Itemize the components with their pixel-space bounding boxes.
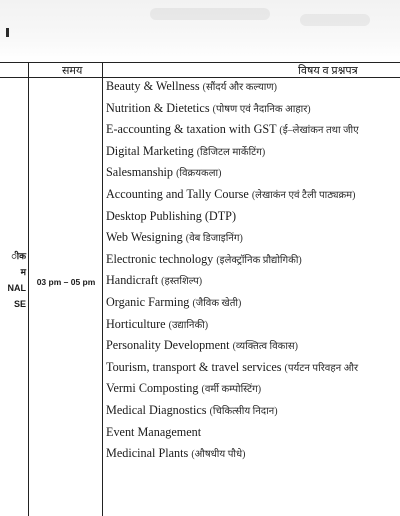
subject-name: Salesmanship bbox=[106, 165, 174, 180]
category-label-line: ीक bbox=[11, 251, 26, 261]
subject-item bbox=[106, 119, 400, 141]
category-label-line: SE bbox=[13, 299, 26, 309]
subject-name: Accounting and Tally Course bbox=[106, 186, 249, 201]
subject-name-hindi: (वर्मी कम्पोस्टिंग) bbox=[201, 384, 262, 396]
subject-item bbox=[106, 206, 400, 228]
subject-name: Digital Marketing bbox=[106, 143, 194, 158]
subject-name: Electronic technology bbox=[106, 251, 214, 266]
subject-item bbox=[106, 249, 400, 271]
subject-item bbox=[106, 270, 400, 292]
subject-name: Personality Development bbox=[106, 338, 230, 353]
scan-smudge bbox=[300, 14, 370, 26]
subject-name-hindi: (उद्यानिकी) bbox=[168, 319, 209, 331]
subject-name-hindi: (औषधीय पौधे) bbox=[191, 449, 246, 461]
time-slot: 03 pm – 05 pm bbox=[36, 277, 96, 287]
subject-column-header: विषय व प्रश्नपत्र bbox=[298, 65, 358, 77]
subject-name: Handicraft bbox=[106, 273, 159, 288]
subject-item bbox=[106, 357, 400, 379]
subject-name: Nutrition & Dietetics bbox=[106, 100, 210, 115]
subject-item bbox=[106, 378, 400, 400]
course-category-label bbox=[0, 248, 26, 312]
subject-name: Beauty & Wellness bbox=[106, 79, 200, 93]
subject-item bbox=[106, 162, 400, 184]
column-divider-left bbox=[28, 62, 29, 516]
subject-item bbox=[106, 227, 400, 249]
subject-name: E-accounting & taxation with GST bbox=[106, 122, 277, 137]
subject-item bbox=[106, 184, 400, 206]
time-column-header: समय bbox=[62, 65, 83, 77]
subject-item bbox=[106, 141, 400, 163]
subject-item bbox=[106, 292, 400, 314]
scan-mark bbox=[6, 28, 9, 37]
subject-name-hindi: (पोषण एवं नैदानिक आहार) bbox=[212, 103, 311, 115]
scan-smudge bbox=[150, 8, 270, 20]
subject-name-hindi: (विक्रयकला) bbox=[176, 168, 222, 180]
subject-name: Medicinal Plants bbox=[106, 446, 189, 461]
subject-name-hindi: (इलेक्ट्रॉनिक प्रौद्योगिकी) bbox=[216, 254, 302, 266]
subject-name: Web Wesigning bbox=[106, 230, 183, 245]
subject-list bbox=[106, 76, 400, 465]
subject-name-hindi: (चिकित्सीय निदान) bbox=[209, 405, 278, 417]
subject-item bbox=[106, 314, 400, 336]
category-label-line: NAL bbox=[7, 283, 26, 293]
subject-name: Horticulture bbox=[106, 316, 166, 331]
subject-name-hindi: (वेब डिजाइनिंग) bbox=[185, 233, 243, 245]
subject-item bbox=[106, 443, 400, 465]
subject-name: Desktop Publishing (DTP) bbox=[106, 208, 237, 223]
subject-name: Organic Farming bbox=[106, 294, 190, 309]
subject-item bbox=[106, 400, 400, 422]
subject-item bbox=[106, 98, 400, 120]
subject-name-hindi: (लेखाकंन एवं टैली पाठ्यक्रम) bbox=[251, 189, 356, 201]
subject-name: Tourism, transport & travel services bbox=[106, 359, 282, 374]
subject-name-hindi: (पर्यटन परिवहन और bbox=[284, 362, 359, 374]
subject-name-hindi: (व्यक्तित्व विकास) bbox=[232, 341, 299, 353]
subject-name-hindi: (ई–लेखांकन तथा जीए bbox=[279, 125, 359, 137]
subject-item bbox=[106, 422, 400, 444]
subject-name: Event Management bbox=[106, 424, 202, 439]
subject-name-hindi: (डिजिटल मार्केटिंग) bbox=[196, 146, 266, 158]
table-top-border bbox=[0, 62, 400, 63]
column-divider-right bbox=[102, 62, 103, 516]
subject-item bbox=[106, 76, 400, 98]
subject-name-hindi: (सौंदर्य और कल्याण) bbox=[202, 82, 277, 93]
subject-item bbox=[106, 335, 400, 357]
category-label-line: म bbox=[20, 267, 26, 277]
subject-name: Vermi Composting bbox=[106, 381, 199, 396]
subject-name-hindi: (जैविक खेती) bbox=[192, 297, 242, 309]
subject-name: Medical Diagnostics bbox=[106, 402, 207, 417]
subject-name-hindi: (हस्तशिल्प) bbox=[161, 276, 203, 288]
